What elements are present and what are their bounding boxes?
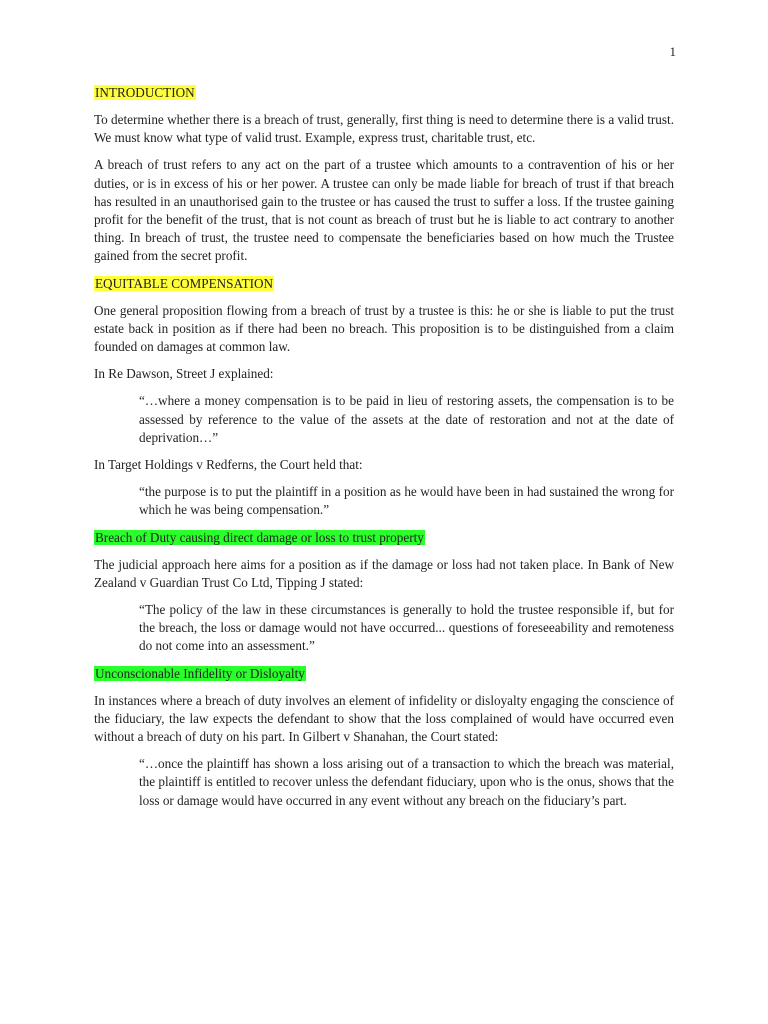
heading-introduction-text: INTRODUCTION: [95, 85, 195, 100]
heading-breach-of-duty: [94, 529, 674, 547]
infidelity-paragraph-1: In instances where a breach of duty involves an element of infidelity or disloyalty engaging the conscience of the fiduciary, the law expects the defendant to show that the loss complained of would have occurred even without a breach of duty on his part. In Gilbert v Shanahan, the Court stated:: [94, 692, 674, 745]
heading-infidelity: [94, 665, 674, 683]
heading-equitable-compensation: [94, 275, 674, 293]
equitable-paragraph-3: In Target Holdings v Redferns, the Court held that:: [94, 457, 363, 473]
equitable-paragraph-1: One general proposition flowing from a breach of trust by a trustee is this: he or she is liable to put the trust estate back in position as if there had been no breach. This proposition is to be distinguished from a claim founded on damages at common law.: [94, 302, 674, 355]
equitable-paragraph-2: In Re Dawson, Street J explained:: [94, 366, 274, 382]
equitable-quote-2: “the purpose is to put the plaintiff in a position as he would have been in had sustained the wrong for which he was being compensation.”: [139, 484, 674, 518]
duty-paragraph-1: The judicial approach here aims for a position as if the damage or loss had not taken place. In Bank of New Zealand v Guardian Trust Co Ltd, Tipping J stated:: [94, 556, 674, 590]
infidelity-quote-1: “…once the plaintiff has shown a loss arising out of a transaction to which the breach was material, the plaintiff is entitled to recover unless the defendant fiduciary, upon who is the onus, shows that the loss or damage would have occurred in any event without any breach on the fiduciary’s part.: [139, 756, 674, 808]
heading-equitable-compensation-text: EQUITABLE COMPENSATION: [95, 275, 274, 291]
duty-quote-1: “The policy of the law in these circumstances is generally to hold the trustee responsible if, but for the breach, the loss or damage would not have occurred... questions of foreseeability and remoteness do not come into an assessment.”: [139, 602, 674, 654]
page-number: 1: [669, 44, 676, 59]
heading-infidelity-text: Unconscionable Infidelity or Disloyalty: [95, 665, 305, 681]
equitable-quote-1: “…where a money compensation is to be paid in lieu of restoring assets, the compensation is to be assessed by reference to the value of the assets at the date of restoration and not at the date of deprivation…”: [139, 393, 674, 445]
intro-paragraph-1: To determine whether there is a breach of trust, generally, first thing is need to determine there is a valid trust. We must know what type of valid trust. Example, express trust, charitable trust, etc.: [94, 112, 674, 146]
heading-introduction: [94, 84, 674, 102]
intro-paragraph-2: A breach of trust refers to any act on the part of a trustee which amounts to a contravention of his or her duties, or is in excess of his or her power. A trustee can only be made liable for breach of trust if that breach has resulted in an unauthorised gain to the trustee or has caused the trust to suffer a loss. If the trustee gaining profit for the benefit of the trust, that is not count as breach of trust but he is liable to act contrary to another thing. In breach of trust, the trustee need to compensate the beneficiaries based on how much the Trustee gained from the secret profit.: [94, 157, 674, 264]
heading-breach-of-duty-text: Breach of Duty causing direct damage or loss to trust property: [95, 529, 424, 545]
